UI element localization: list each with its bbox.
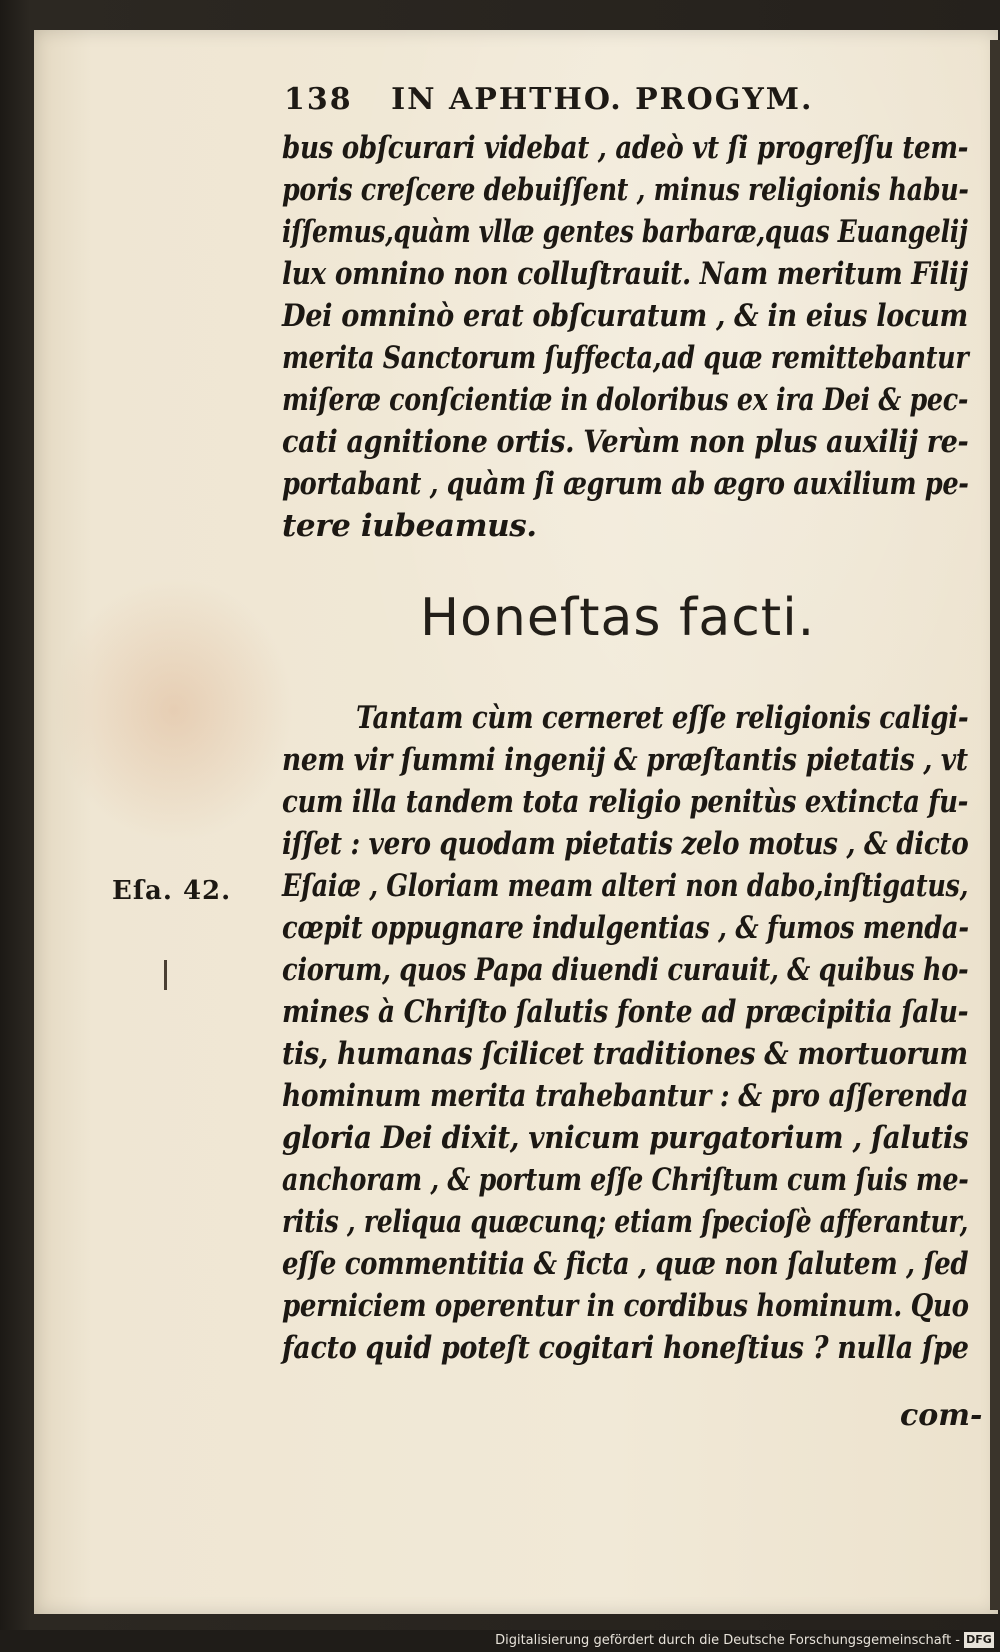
- text-line: facto quid poteſt cogitari honeſtius ? nulla ſpe: [282, 1330, 969, 1366]
- text-line: Tantam cùm cerneret eſſe religionis caligi-: [356, 700, 969, 736]
- text-line: nem vir ſummi ingenij & præſtantis pietatis , vt: [282, 742, 968, 778]
- text-line: eſſe commentitia & ficta , quæ non ſalutem , ſed: [282, 1246, 969, 1282]
- text-line: iſſemus,quàm vllæ gentes barbaræ,quas Euangelij: [282, 214, 968, 250]
- text-line: cum illa tandem tota religio penitùs extincta fu-: [282, 784, 969, 820]
- marginal-note: Eſa. 42.: [112, 876, 232, 906]
- text-line: gloria Dei dixit, vnicum purgatorium , ſalutis: [282, 1120, 969, 1156]
- text-line: cœpit oppugnare indulgentias , & fumos menda-: [282, 910, 969, 946]
- catchword: com-: [900, 1398, 983, 1433]
- dfg-logo: DFG: [964, 1632, 994, 1648]
- text-line: Dei omninò erat obſcuratum , & in eius locum: [282, 298, 968, 334]
- text-line: poris creſcere debuiſſent , minus religionis habu-: [282, 172, 969, 208]
- section-heading: Honeſtas facti.: [420, 588, 816, 648]
- text-line: anchoram , & portum eſſe Chriſtum cum ſuis me-: [282, 1162, 969, 1198]
- text-line: tere iubeamus.: [282, 508, 537, 544]
- text-line: mines à Chriſto ſalutis fonte ad præcipitia ſalu-: [282, 994, 969, 1030]
- text-line: bus obſcurari videbat , adeò vt ſi progreſſu tem-: [282, 130, 969, 166]
- text-line: Eſaiæ , Gloriam meam alteri non dabo,inſtigatus,: [282, 868, 969, 904]
- text-line: ritis , reliqua quæcunq; etiam ſpecioſè afferantur,: [282, 1204, 969, 1240]
- text-line: hominum merita trahebantur : & pro aſſerenda: [282, 1078, 969, 1114]
- text-line: iſſet : vero quodam pietatis zelo motus , & dicto: [282, 826, 969, 862]
- page-number: 138: [284, 82, 353, 117]
- text-line: perniciem operentur in cordibus hominum. Quo: [282, 1288, 969, 1324]
- page-edge: [990, 40, 1000, 1610]
- margin-mark: [164, 960, 167, 990]
- text-line: ciorum, quos Papa diuendi curauit, & quibus ho-: [282, 952, 969, 988]
- text-line: merita Sanctorum ſuffecta,ad quæ remittebantur: [282, 340, 969, 376]
- text-line: tis, humanas ſcilicet traditiones & mortuorum: [282, 1036, 968, 1072]
- text-line: miſeræ conſcientiæ in doloribus ex ira Dei & pec-: [282, 382, 969, 418]
- running-header: [284, 82, 924, 117]
- text-line: cati agnitione ortis. Verùm non plus auxilij re-: [282, 424, 969, 460]
- text-line: portabant , quàm ſi ægrum ab ægro auxilium pe-: [282, 466, 969, 502]
- running-title: IN APHTHO. PROGYM.: [391, 82, 814, 117]
- text-line: lux omnino non colluſtrauit. Nam meritum Filij: [282, 256, 968, 292]
- footer-credit: Digitalisierung gefördert durch die Deutsche Forschungsgemeinschaft -: [495, 1633, 960, 1648]
